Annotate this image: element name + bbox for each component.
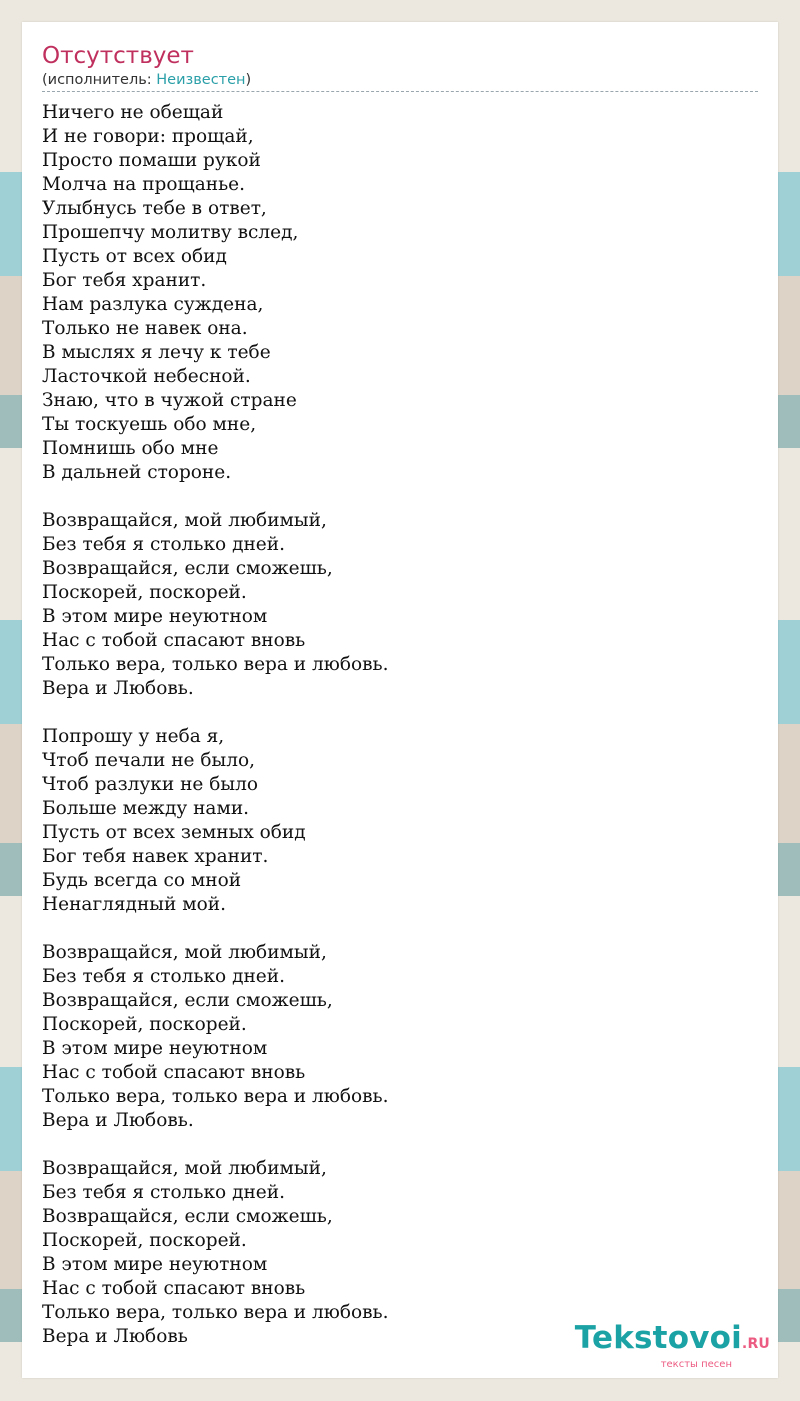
lyric-line: В этом мире неуютном bbox=[42, 1038, 268, 1059]
lyric-line: Ласточкой небесной. bbox=[42, 366, 251, 387]
lyric-line: Без тебя я столько дней. bbox=[42, 1182, 285, 1203]
lyric-line: Бог тебя навек хранит. bbox=[42, 846, 269, 867]
lyric-line: Ненаглядный мой. bbox=[42, 894, 226, 915]
artist-link[interactable]: Неизвестен bbox=[156, 72, 246, 88]
lyric-line: Нас с тобой спасают вновь bbox=[42, 630, 306, 651]
lyric-line: Будь всегда со мной bbox=[42, 870, 242, 891]
lyric-line: Чтоб разлуки не было bbox=[42, 774, 258, 795]
artist-line bbox=[42, 71, 251, 89]
lyric-line: В мыслях я лечу к тебе bbox=[42, 342, 271, 363]
lyric-line: Бог тебя хранит. bbox=[42, 270, 207, 291]
lyric-line: Возвращайся, если сможешь, bbox=[42, 1206, 333, 1227]
stanza-break bbox=[42, 485, 389, 509]
song-title: Отсутствует bbox=[42, 43, 194, 69]
lyric-line: Просто помаши рукой bbox=[42, 150, 261, 171]
lyric-line: Пусть от всех обид bbox=[42, 246, 227, 267]
lyric-line: Возвращайся, мой любимый, bbox=[42, 942, 327, 963]
lyric-line: Вера и Любовь. bbox=[42, 1110, 194, 1131]
lyric-line: Возвращайся, если сможешь, bbox=[42, 990, 333, 1011]
lyric-line: Только вера, только вера и любовь. bbox=[42, 1086, 389, 1107]
lyric-line: Ты тоскуешь обо мне, bbox=[42, 414, 257, 435]
lyric-line: Поскорей, поскорей. bbox=[42, 1230, 247, 1251]
lyric-line: Только вера, только вера и любовь. bbox=[42, 654, 389, 675]
lyric-line: Знаю, что в чужой стране bbox=[42, 390, 297, 411]
stanza-break bbox=[42, 1133, 389, 1157]
lyrics-card bbox=[22, 22, 778, 1378]
lyric-line: Пусть от всех земных обид bbox=[42, 822, 306, 843]
lyric-line: Улыбнусь тебе в ответ, bbox=[42, 198, 267, 219]
lyric-line: В дальней стороне. bbox=[42, 462, 232, 483]
title-divider bbox=[42, 91, 758, 92]
lyric-line: Ничего не обещай bbox=[42, 102, 224, 123]
logo-tld: .RU bbox=[741, 1336, 770, 1352]
lyric-line: Нас с тобой спасают вновь bbox=[42, 1062, 306, 1083]
lyric-line: Только вера, только вера и любовь. bbox=[42, 1302, 389, 1323]
lyric-line: Без тебя я столько дней. bbox=[42, 534, 285, 555]
site-logo[interactable] bbox=[574, 1320, 770, 1370]
lyric-line: Прошепчу молитву вслед, bbox=[42, 222, 299, 243]
lyric-line: В этом мире неуютном bbox=[42, 1254, 268, 1275]
logo-tagline: тексты песен bbox=[660, 1359, 732, 1370]
lyric-line: Только не навек она. bbox=[42, 318, 248, 339]
lyric-line: В этом мире неуютном bbox=[42, 606, 268, 627]
lyric-line: Возвращайся, мой любимый, bbox=[42, 1158, 327, 1179]
lyric-line: Без тебя я столько дней. bbox=[42, 966, 285, 987]
lyric-line: Вера и Любовь bbox=[42, 1326, 188, 1347]
lyric-line: Возвращайся, мой любимый, bbox=[42, 510, 327, 531]
lyric-line: Помнишь обо мне bbox=[42, 438, 219, 459]
stanza-break bbox=[42, 701, 389, 725]
artist-suffix: ) bbox=[245, 72, 252, 88]
lyric-line: Больше между нами. bbox=[42, 798, 250, 819]
lyrics-text bbox=[42, 101, 389, 1349]
lyric-line: Поскорей, поскорей. bbox=[42, 582, 247, 603]
stanza-break bbox=[42, 917, 389, 941]
artist-prefix: (исполнитель: bbox=[42, 72, 157, 88]
lyric-line: Поскорей, поскорей. bbox=[42, 1014, 247, 1035]
lyric-line: Нам разлука суждена, bbox=[42, 294, 264, 315]
lyric-line: И не говори: прощай, bbox=[42, 126, 254, 147]
lyric-line: Возвращайся, если сможешь, bbox=[42, 558, 333, 579]
lyric-line: Попрошу у неба я, bbox=[42, 726, 225, 747]
lyric-line: Молча на прощанье. bbox=[42, 174, 245, 195]
lyric-line: Вера и Любовь. bbox=[42, 678, 194, 699]
lyric-line: Нас с тобой спасают вновь bbox=[42, 1278, 306, 1299]
logo-name: Tekstovoi bbox=[574, 1320, 742, 1356]
lyric-line: Чтоб печали не было, bbox=[42, 750, 255, 771]
